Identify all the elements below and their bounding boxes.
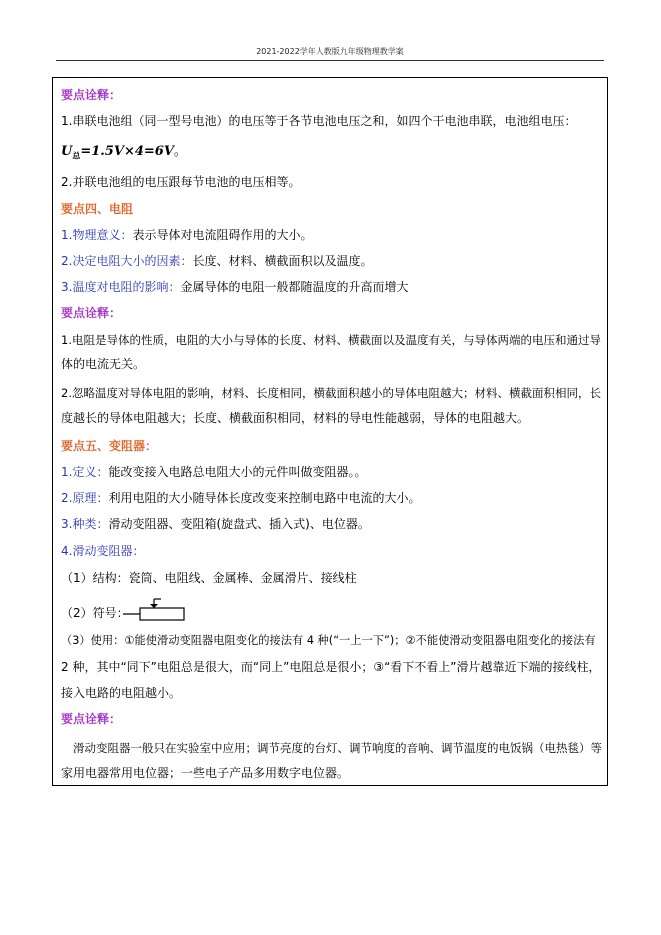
item-number: 1. — [61, 333, 72, 347]
resistance-meaning — [61, 228, 312, 242]
term-label: 定义： — [72, 465, 109, 479]
item-number: 3. — [61, 517, 73, 531]
paragraph-potentiometer-cont: 家用电器常用电位器；一些电子产品多用数字电位器。 — [61, 766, 350, 780]
term-label: 决定电阻大小的因素： — [72, 254, 193, 268]
heading-key-points-2: 要点诠释： — [61, 306, 122, 320]
term-text: 滑动变阻器、变阻箱(旋盘式、插入式)、电位器。 — [108, 517, 370, 531]
voltage-formula — [61, 140, 187, 162]
item-number: 4. — [61, 544, 73, 558]
paragraph-resistance-property-cont: 体的电流无关。 — [61, 357, 146, 371]
item-text: 并联电池组的电压跟每节电池的电压相等。 — [72, 175, 301, 189]
item-text: 电阻是导体的性质，电阻的大小与导体的长度、材料、横截面以及温度有关，与导体两端的电压和通过导 — [71, 333, 601, 347]
page-header: 2021-2022学年人教版九年级物理教学案 — [256, 47, 404, 56]
item-number: 1. — [61, 228, 73, 242]
resistance-temperature — [61, 280, 408, 294]
item-number: 2. — [61, 386, 72, 400]
paragraph-ignore-temperature-cont: 度越长的导体电阻越大；长度、横截面积相同，材料的导电性能越弱，导体的电阻越大。 — [61, 411, 530, 425]
item-number: 2. — [61, 254, 73, 268]
term-text: 表示导体对电流阻碍作用的大小。 — [132, 228, 313, 242]
formula-symbol: U — [61, 144, 73, 159]
resistance-factors — [61, 254, 372, 268]
term-text: 能改变接入电路总电阻大小的元件叫做变阻器。。 — [108, 465, 367, 479]
sliding-rheostat-usage: （3）使用：①能使滑动变阻器电阻变化的接法有 4 种(“一上一下”)；②不能使滑动变阻器电阻变化的接法有 — [61, 634, 596, 647]
rheostat-definition — [61, 465, 366, 479]
sliding-rheostat-structure: （1）结构：瓷筒、电阻线、金属棒、金属滑片、接线柱 — [61, 571, 357, 585]
rheostat-principle — [61, 491, 420, 505]
term-text: 金属导体的电阻一般都随温度的升高而增大 — [180, 280, 409, 294]
item-number: 2. — [61, 175, 73, 189]
item-number: 3. — [61, 280, 73, 294]
term-text: 利用电阻的大小随导体长度改变来控制电路中电流的大小。 — [108, 491, 421, 505]
term-label: 种类： — [72, 517, 109, 531]
item-number: 1. — [61, 465, 73, 479]
header-rule — [56, 60, 604, 61]
paragraph-series-battery — [61, 114, 576, 128]
sliding-rheostat-symbol-label: （2）符号： — [61, 606, 129, 620]
item-number: 2. — [61, 491, 73, 505]
item-text: 串联电池组（同一型号电池）的电压等于各节电池电压之和，如四个干电池串联，电池组电压： — [72, 114, 577, 128]
term-label: 物理意义： — [72, 228, 133, 242]
paragraph-resistance-property — [61, 333, 601, 347]
sliding-rheostat-usage-cont2: 接入电路的电阻越小。 — [61, 686, 182, 700]
sliding-rheostat-usage-cont1: 2 种，其中“同下”电阻总是很大，而“同上”电阻总是很小；③“看下不看上”滑片越靠近下端的接线柱， — [61, 660, 601, 674]
term-label: 原理： — [72, 491, 109, 505]
paragraph-ignore-temperature — [61, 386, 601, 400]
formula-end: 。 — [173, 144, 187, 159]
paragraph-potentiometer: 滑动变阻器一般只在实验室中应用；调节亮度的台灯、调节响度的音响、调节温度的电饭锅（电热毯）等 — [73, 741, 602, 755]
item-text: 忽略温度对导体电阻的影响，材料、长度相同，横截面积越小的导体电阻越大；材料、横截面积相同，长 — [71, 386, 601, 400]
term-label: 滑动变阻器： — [72, 544, 145, 558]
term-label: 温度对电阻的影响： — [72, 280, 181, 294]
heading-key-points-3: 要点诠释： — [61, 712, 122, 726]
rheostat-symbol-icon — [123, 598, 189, 622]
rheostat-types — [61, 517, 370, 531]
item-number: 1. — [61, 114, 73, 128]
heading-resistance: 要点四、电阻 — [61, 202, 134, 216]
paragraph-parallel-battery — [61, 175, 300, 189]
formula-subscript: 总 — [72, 150, 81, 161]
heading-rheostat: 要点五、变阻器： — [61, 439, 158, 453]
term-text: 长度、材料、横截面积以及温度。 — [192, 254, 373, 268]
sliding-rheostat-heading — [61, 544, 144, 558]
heading-key-points-1: 要点诠释： — [61, 88, 122, 102]
formula-expression: =1.5V×4=6V — [80, 144, 174, 159]
